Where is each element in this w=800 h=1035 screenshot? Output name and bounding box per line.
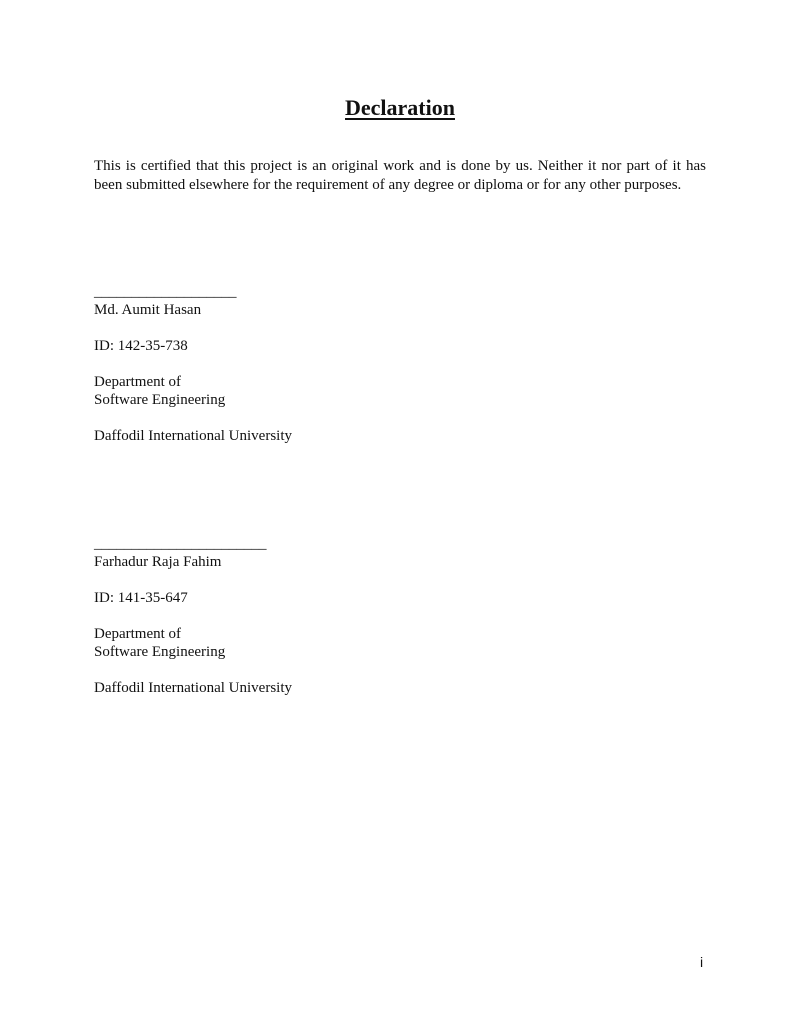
signature-line: _______________________ — [94, 536, 267, 552]
signer-id: ID: 142-35-738 — [94, 338, 188, 354]
page-title: Declaration — [345, 95, 455, 120]
page-number: i — [700, 954, 704, 970]
signer-id: ID: 141-35-647 — [94, 590, 188, 606]
signer-department-line2: Software Engineering — [94, 392, 226, 408]
signer-department-line2: Software Engineering — [94, 644, 226, 660]
signer-block-1 — [94, 283, 514, 445]
signer-name: Md. Aumit Hasan — [94, 302, 202, 318]
signer-university: Daffodil International University — [94, 680, 293, 696]
signer-university: Daffodil International University — [94, 428, 293, 444]
signer-department-line1: Department of — [94, 626, 182, 642]
signature-line: ___________________ — [94, 284, 237, 300]
declaration-statement: This is certified that this project is an original work and is done by us. Neither it nor part of it has been submitted elsewhere for the requirement of any degree or diploma or for any other purposes. — [94, 158, 706, 193]
signer-name: Farhadur Raja Fahim — [94, 554, 222, 570]
signer-block-2 — [94, 535, 514, 697]
signer-department-line1: Department of — [94, 374, 182, 390]
